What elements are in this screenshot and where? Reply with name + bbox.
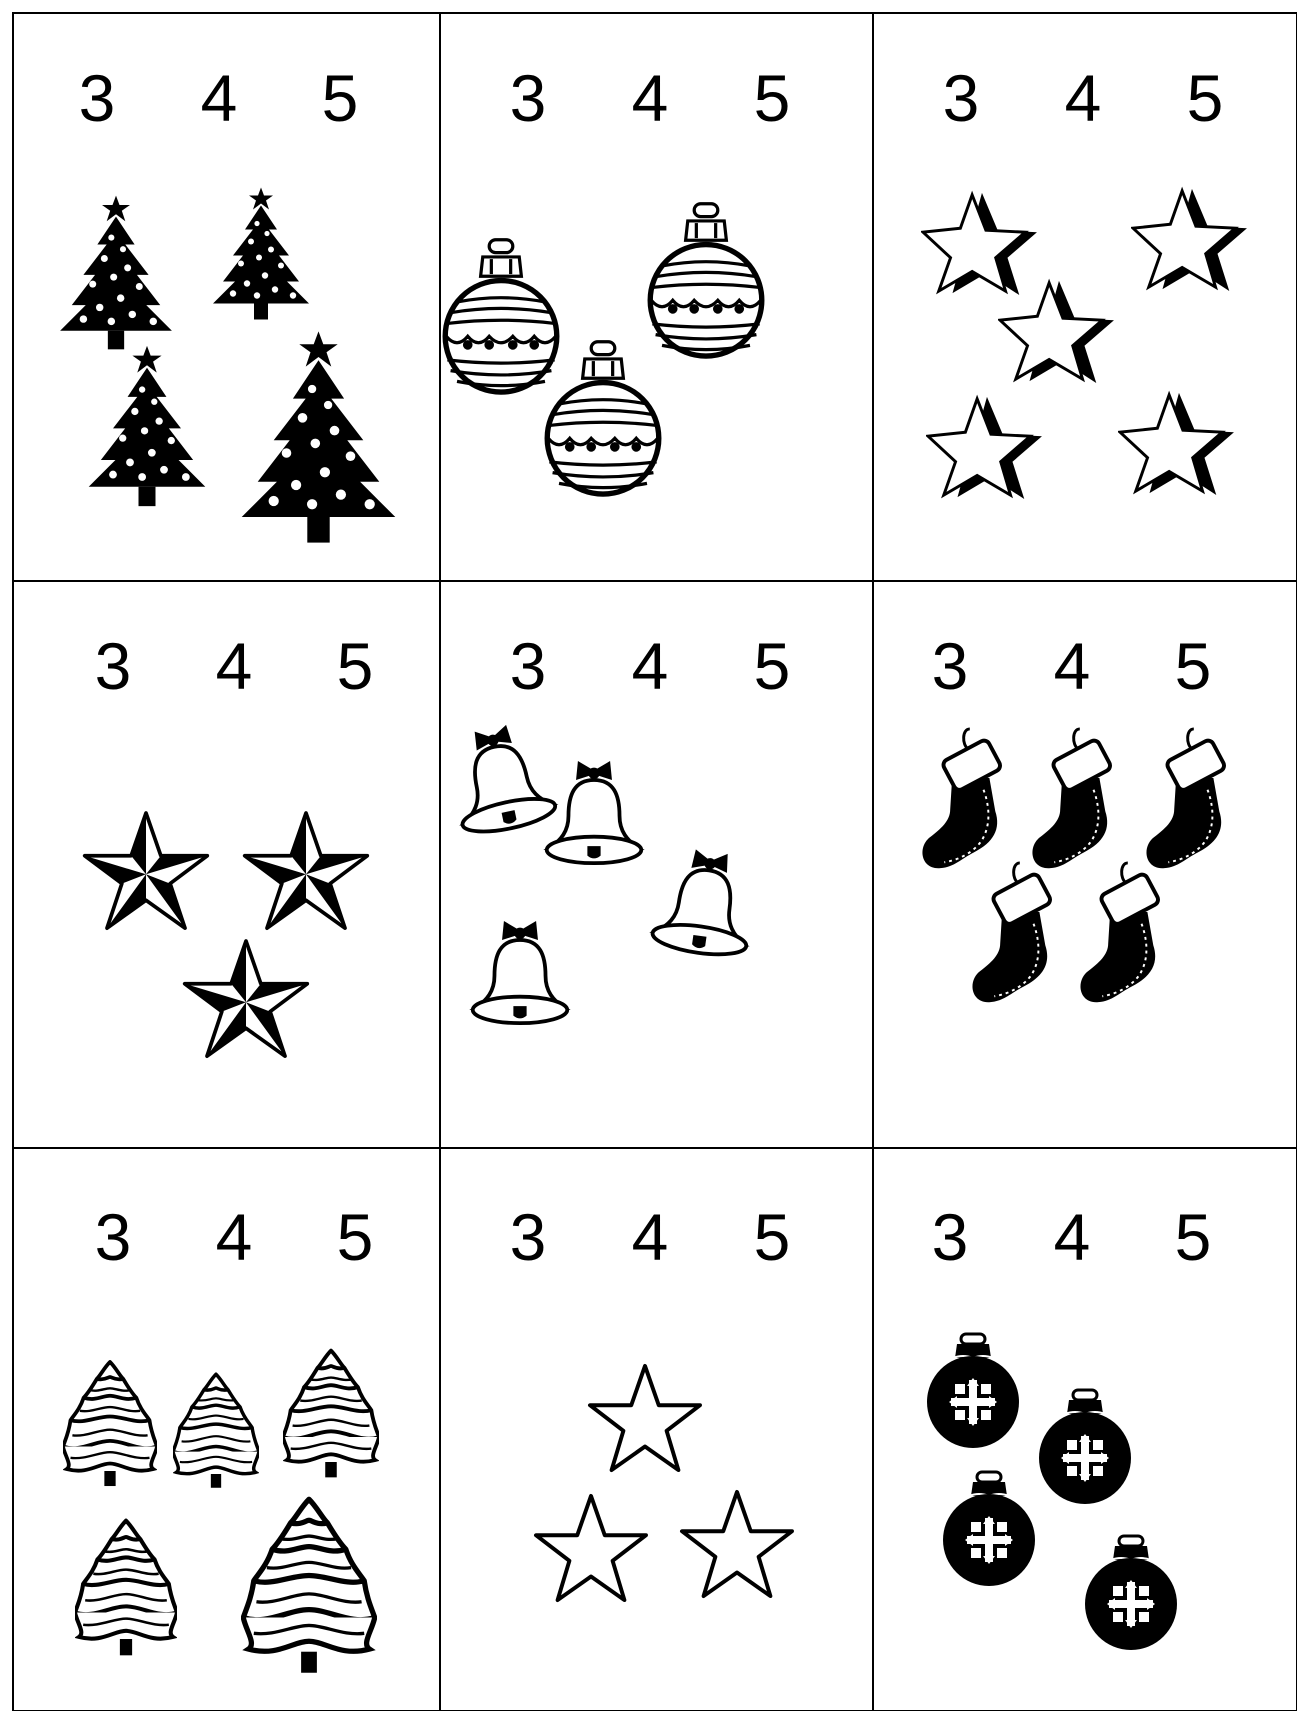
number-option-4[interactable]: 4	[215, 629, 253, 703]
christmas-tree-icon	[89, 346, 206, 506]
picture-group	[440, 581, 873, 1148]
3d-star-icon	[923, 193, 1037, 295]
number-option-4[interactable]: 4	[1053, 629, 1091, 703]
number-option-5[interactable]: 5	[1174, 629, 1212, 703]
number-option-4[interactable]: 4	[631, 1200, 669, 1274]
snowflake-ornament-icon	[1085, 1536, 1177, 1650]
3d-star-icon	[1120, 393, 1234, 495]
christmas-tree-icon	[60, 196, 172, 350]
number-option-3[interactable]: 3	[509, 61, 547, 135]
stocking-icon	[1032, 729, 1112, 868]
number-option-3[interactable]: 3	[94, 629, 132, 703]
number-option-5[interactable]: 5	[1186, 61, 1224, 135]
number-option-3[interactable]: 3	[931, 1200, 969, 1274]
stocking-icon	[1080, 863, 1160, 1002]
number-option-5[interactable]: 5	[321, 61, 359, 135]
outline-star-icon	[590, 1366, 700, 1470]
christmas-tree-icon	[242, 331, 396, 542]
outline-tree-icon	[75, 1521, 177, 1656]
number-option-3[interactable]: 3	[94, 1200, 132, 1274]
number-option-5[interactable]: 5	[336, 629, 374, 703]
striped-ornament-icon	[547, 342, 659, 494]
bell-icon	[547, 761, 642, 863]
number-option-3[interactable]: 3	[931, 629, 969, 703]
number-option-5[interactable]: 5	[753, 629, 791, 703]
snowflake-ornament-icon	[943, 1472, 1035, 1586]
number-option-5[interactable]: 5	[753, 61, 791, 135]
snowflake-ornament-icon	[1039, 1390, 1131, 1504]
nautical-star-icon	[85, 813, 208, 928]
picture-group	[13, 13, 440, 581]
card-3d-stars	[873, 13, 1297, 581]
outline-star-icon	[682, 1492, 792, 1596]
picture-group	[440, 1148, 873, 1711]
number-option-5[interactable]: 5	[753, 1200, 791, 1274]
picture-group	[13, 581, 440, 1148]
striped-ornament-icon	[650, 204, 762, 356]
picture-group	[440, 13, 873, 581]
stocking-icon	[1146, 729, 1226, 868]
card-christmas-trees	[13, 13, 440, 581]
stocking-icon	[972, 863, 1052, 1002]
number-option-4[interactable]: 4	[1064, 61, 1102, 135]
number-option-4[interactable]: 4	[200, 61, 238, 135]
bell-icon	[651, 845, 759, 959]
nautical-star-icon	[185, 941, 308, 1056]
number-option-3[interactable]: 3	[942, 61, 980, 135]
snowflake-ornament-icon	[927, 1334, 1019, 1448]
bell-icon	[473, 921, 568, 1023]
outline-tree-icon	[63, 1362, 157, 1486]
outline-tree-icon	[283, 1351, 379, 1478]
number-option-4[interactable]: 4	[215, 1200, 253, 1274]
outline-star-icon	[536, 1496, 646, 1600]
stocking-icon	[922, 729, 1002, 868]
card-snowflake-ornaments	[873, 1148, 1297, 1711]
picture-group	[13, 1148, 440, 1711]
christmas-tree-icon	[213, 188, 309, 320]
outline-tree-icon	[173, 1374, 259, 1488]
card-stockings	[873, 581, 1297, 1148]
nautical-star-icon	[245, 813, 368, 928]
number-option-4[interactable]: 4	[1053, 1200, 1091, 1274]
striped-ornament-icon	[445, 240, 557, 392]
number-option-4[interactable]: 4	[631, 629, 669, 703]
3d-star-icon	[1133, 189, 1247, 291]
bell-icon	[444, 718, 558, 838]
card-striped-ornaments	[440, 13, 873, 581]
card-nautical-stars	[13, 581, 440, 1148]
card-outline-trees	[13, 1148, 440, 1711]
3d-star-icon	[1000, 281, 1114, 383]
picture-group	[873, 581, 1297, 1148]
outline-tree-icon	[243, 1499, 374, 1672]
number-option-5[interactable]: 5	[1174, 1200, 1212, 1274]
number-option-3[interactable]: 3	[509, 629, 547, 703]
card-bells	[440, 581, 873, 1148]
picture-group	[873, 13, 1297, 581]
3d-star-icon	[928, 397, 1042, 499]
number-option-4[interactable]: 4	[631, 61, 669, 135]
picture-group	[873, 1148, 1297, 1711]
number-option-5[interactable]: 5	[336, 1200, 374, 1274]
number-option-3[interactable]: 3	[509, 1200, 547, 1274]
card-outline-stars	[440, 1148, 873, 1711]
number-option-3[interactable]: 3	[78, 61, 116, 135]
